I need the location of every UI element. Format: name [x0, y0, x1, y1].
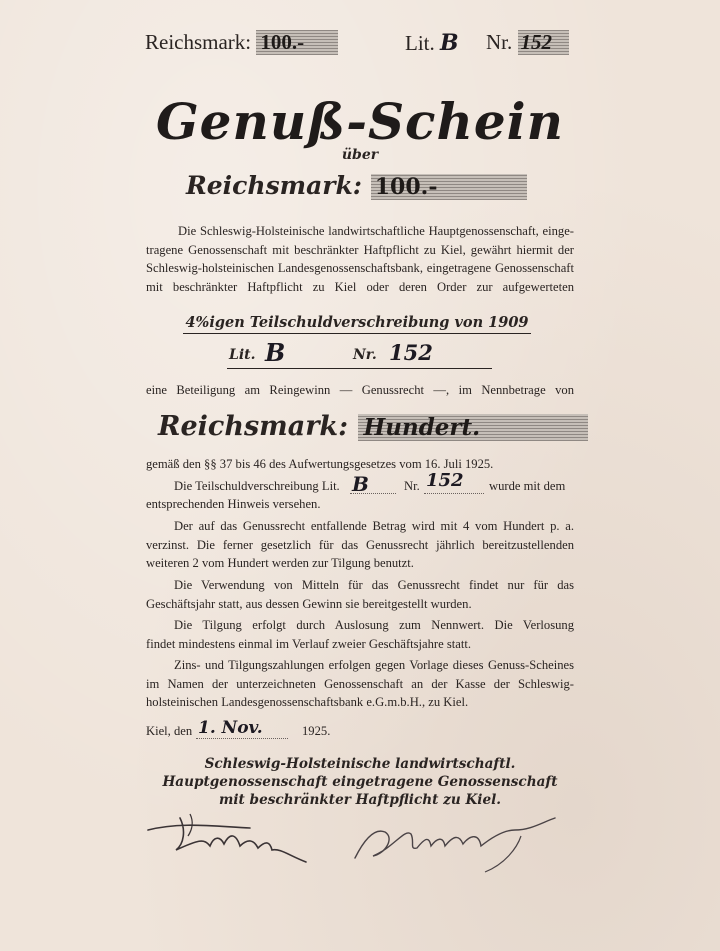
paragraph-line: verzinst. Die ferner gesetzlich für das Genussrecht jährlich bereitzustellenden	[146, 537, 574, 552]
usage-paragraph	[146, 576, 574, 613]
paragraph-line: holsteinischen Landesgenossenschaftsbank e.G.m.b.H., zu Kiel.	[146, 695, 469, 710]
date-place: Kiel, den	[146, 724, 193, 738]
reference-lit-value: B	[352, 472, 369, 496]
intro-line: tragene Genossenschaft mit beschränkter Haftpflicht zu Kiel, gewährt hiermit der	[146, 242, 574, 257]
nr-value: 152	[518, 30, 569, 55]
interest-paragraph	[146, 517, 574, 573]
denomination-label: Reichsmark:	[145, 30, 252, 54]
reference-continuation: entsprechenden Hinweis versehen.	[146, 497, 321, 511]
amount-line	[186, 171, 527, 200]
paragraph-line: Zins- und Tilgungszahlungen erfolgen gegen Vorlage dieses Genuss-Scheines	[174, 658, 574, 672]
date-handwritten: 1. Nov.	[198, 718, 263, 738]
lit-value: B	[440, 30, 459, 56]
paragraph-line: Geschäftsjahr statt, aus dessen Gewinn sie bereitgestellt wurden.	[146, 596, 472, 611]
signature-left	[140, 800, 320, 880]
issuer-line: mit beschränkter Haftpflicht zu Kiel.	[219, 792, 501, 808]
lit-label: Lit.	[405, 31, 435, 55]
header-lit	[405, 30, 459, 56]
amount-label: Reichsmark:	[186, 171, 363, 200]
reference-part1: Die Teilschuldverschreibung Lit.	[174, 479, 340, 493]
lit-line-label: Lit.	[229, 347, 256, 363]
subheading: 4%igen Teilschuldverschreibung von 1909	[183, 314, 531, 334]
issuer-line: Schleswig-Holsteinische landwirtschaftl.	[204, 756, 516, 772]
payment-paragraph	[146, 656, 574, 712]
amount-words-line	[158, 411, 588, 442]
amount-words-value: Hundert.	[358, 414, 588, 441]
intro-line: Schleswig-holsteinischen Landesgenossenschaftsbank, eingetragene Genossenschaft	[146, 261, 574, 276]
law-line: gemäß den §§ 37 bis 46 des Aufwertungsgesetzes vom 16. Juli 1925.	[146, 457, 494, 471]
denomination-value: 100.-	[256, 30, 338, 55]
ueber-text: über	[341, 147, 379, 163]
amount-value: 100.-	[371, 174, 527, 200]
issuer-line: Hauptgenossenschaft eingetragene Genossenschaft	[162, 774, 558, 790]
reference-line	[174, 470, 574, 498]
date-line	[146, 718, 386, 743]
signature-right	[345, 808, 560, 878]
nr-line-label: Nr.	[353, 347, 377, 363]
reference-part2: Nr.	[404, 479, 420, 493]
intro-line: mit beschränkter Haftpflicht zu Kiel oder deren Order zur aufgewerteten	[146, 279, 574, 294]
lit-line-value: B	[265, 338, 286, 367]
participation-line: eine Beteiligung am Reingewinn — Genussrecht —, im Nennbetrage von	[146, 383, 574, 397]
redemption-paragraph	[146, 616, 574, 653]
reference-nr-value: 152	[426, 470, 464, 491]
header-nr	[486, 30, 569, 55]
date-year: 1925.	[302, 724, 331, 738]
nr-line-value: 152	[389, 340, 433, 365]
paragraph-line: im Namen der unterzeichneten Genossenschaft an der Kasse der Schleswig-	[146, 676, 574, 691]
paragraph-line: Die Tilgung erfolgt durch Auslosung zum Nennwert. Die Verlosung	[174, 618, 574, 632]
intro-paragraph	[146, 222, 574, 296]
lit-number-line	[227, 340, 492, 369]
document-title: Genuß-Schein	[155, 92, 565, 151]
paragraph-line: findet mindestens einmal im Verlauf zweier Geschäftsjahre statt.	[146, 636, 471, 651]
amount-words-label: Reichsmark:	[158, 411, 349, 442]
paragraph-line: Die Verwendung von Mitteln für das Genussrecht findet nur für das	[174, 578, 574, 592]
reference-part3: wurde mit dem	[489, 479, 566, 493]
paragraph-line: Der auf das Genussrecht entfallende Betrag wird mit 4 vom Hundert p. a.	[174, 519, 574, 533]
paragraph-line: weiteren 2 vom Hundert werden zur Tilgung benutzt.	[146, 556, 414, 571]
nr-label: Nr.	[486, 30, 513, 54]
intro-line: Die Schleswig-Holsteinische landwirtschaftliche Hauptgenossenschaft, einge-	[178, 224, 574, 238]
header-denomination	[145, 30, 338, 55]
